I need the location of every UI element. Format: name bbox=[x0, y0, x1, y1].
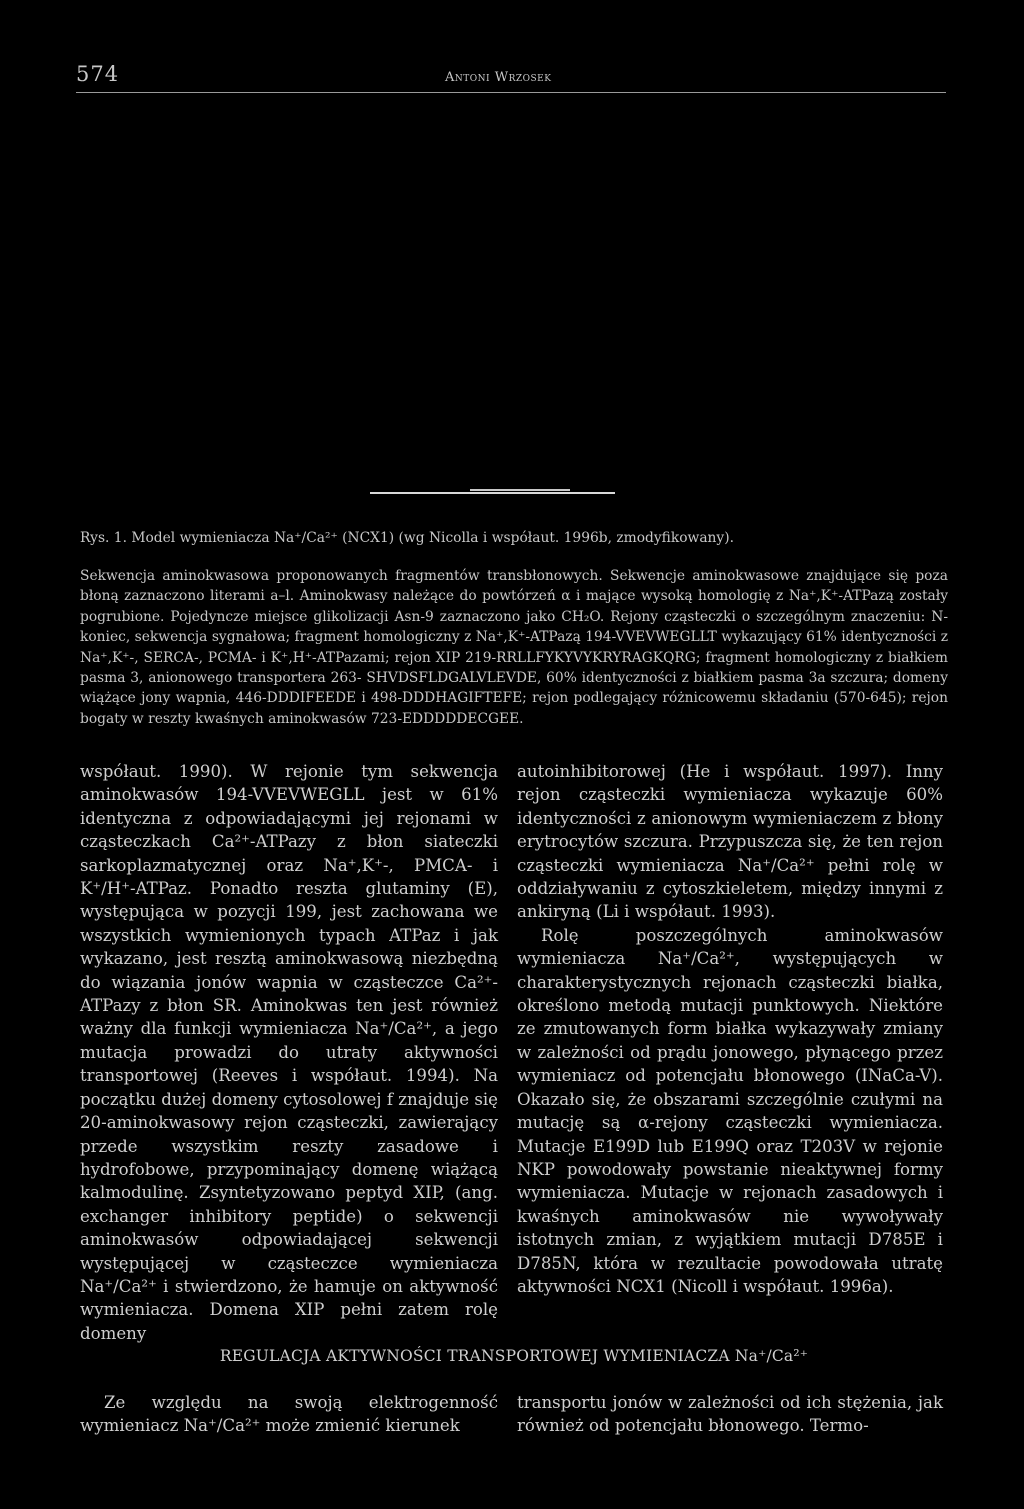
section-heading: REGULACJA AKTYWNOŚCI TRANSPORTOWEJ WYMIENIACZA Na⁺/Ca²⁺ bbox=[219, 1347, 809, 1365]
body-column-left-continued bbox=[80, 1391, 498, 1438]
figure-image bbox=[76, 96, 946, 496]
figure-caption-text: Sekwencja aminokwasowa proponowanych fragmentów transbłonowych. Sekwencje aminokwasowe znajdujące się poza błoną zaznaczono literami a–l. Aminokwasy należące do powtórzeń α i mające wysoką homologię z Na⁺,K⁺-ATPazą zostały pogrubione. Pojedyncze miejsce glikolizacji Asn-9 zaznaczono jako CH₂O. Rejony cząsteczki o szczególnym znaczeniu: N-koniec, sekwencja sygnałowa; fragment homologiczny z Na⁺,K⁺-ATPazą 194-VVEVWEGLLT wykazujący 61% identyczności z Na⁺,K⁺-, SERCA-, PCMA- i K⁺,H⁺-ATPazami; rejon XIP 219-RRLLFYKYVYKRYRAGKQRG; fragment homologiczny z białkiem pasma 3, anionowego transportera 263- SHVDSFLDGALVLEVDE, 60% identyczności z białkiem pasma 3a szczura; domeny wiążące jony wapnia, 446-DDDIFEEDE i 498-DDDHAGIFTEFE; rejon podlegający różnicowemu składaniu (570-645); rejon bogaty w reszty kwaśnych aminokwasów 723-EDDDDDECGEE. bbox=[80, 568, 948, 727]
figure-baseline bbox=[370, 492, 615, 494]
figure-caption-title: Rys. 1. Model wymieniacza Na⁺/Ca²⁺ (NCX1) (wg Nicolla i współaut. 1996b, zmodyfikowany). bbox=[80, 530, 734, 546]
page-number: 574 bbox=[76, 62, 120, 86]
paragraph: autoinhibitorowej (He i współaut. 1997). Inny rejon cząsteczki wymieniacza wykazuje 60% identyczności z anionowym wymieniaczem z błony erytrocytów szczura. Przypuszcza się, że ten rejon cząsteczki wymieniacza Na⁺/Ca²⁺ pełni rolę w oddziaływaniu z cytoszkieletem, między innymi z ankiryną (Li i współaut. 1993). bbox=[517, 762, 943, 922]
running-header-author: Antoni Wrzosek bbox=[445, 70, 552, 85]
figure-membrane-line bbox=[470, 489, 570, 491]
body-column-right-continued bbox=[517, 1391, 943, 1438]
header-rule bbox=[76, 92, 946, 93]
paragraph: współaut. 1990). W rejonie tym sekwencja aminokwasów 194-VVEVWEGLL jest w 61% identyczna z odpowiadającymi jej rejonami w cząsteczkach Ca²⁺-ATPazy z błon siateczki sarkoplazmatycznej oraz Na⁺,K⁺-, PMCA- i K⁺/H⁺-ATPaz. Ponadto reszta glutaminy (E), występująca w pozycji 199, jest zachowana we wszystkich wymienionych typach ATPaz i jak wykazano, jest resztą aminokwasową niezbędną do wiązania jonów wapnia w cząsteczce Ca²⁺-ATPazy z błon SR. Aminokwas ten jest również ważny dla funkcji wymieniacza Na⁺/Ca²⁺, a jego mutacja prowadzi do utraty aktywności transportowej (Reeves i współaut. 1994). Na początku dużej domeny cytosolowej f znajduje się 20-aminokwasowy rejon cząsteczki, zawierający przede wszystkim reszty zasadowe i hydrofobowe, przypominający domenę wiążącą kalmodulinę. Zsyntetyzowano peptyd XIP, (ang. exchanger inhibitory peptide) o sekwencji aminokwasów odpowiadającej sekwencji występującej w cząsteczce wymieniacza Na⁺/Ca²⁺ i stwierdzono, że hamuje on aktywność wymieniacza. Domena XIP pełni zatem rolę domeny bbox=[80, 762, 498, 1343]
paragraph: Rolę poszczególnych aminokwasów wymieniacza Na⁺/Ca²⁺, występujących w charakterystycznych rejonach cząsteczki białka, określono metodą mutacji punktowych. Niektóre ze zmutowanych form białka wykazywały zmiany w zależności od prądu jonowego, płynącego przez wymieniacz od potencjału błonowego (INaCa-V). Okazało się, że obszarami szczególnie czułymi na mutację są α-rejony cząsteczki wymieniacza. Mutacje E199D lub E199Q oraz T203V w rejonie NKP powodowały powstanie nieaktywnej formy wymieniacza. Mutacje w rejonach zasadowych i kwaśnych aminokwasów nie wywoływały istotnych zmian, z wyjątkiem mutacji D785E i D785N, która w rezultacie powodowała utratę aktywności NCX1 (Nicoll i współaut. 1996a). bbox=[517, 925, 943, 1296]
paragraph: Ze względu na swoją elektrogenność wymieniacz Na⁺/Ca²⁺ może zmienić kierunek bbox=[80, 1393, 498, 1436]
paragraph: transportu jonów w zależności od ich stężenia, jak również od potencjału błonowego. Termo- bbox=[517, 1393, 943, 1436]
body-column-right bbox=[517, 760, 943, 1298]
body-column-left bbox=[80, 760, 498, 1345]
